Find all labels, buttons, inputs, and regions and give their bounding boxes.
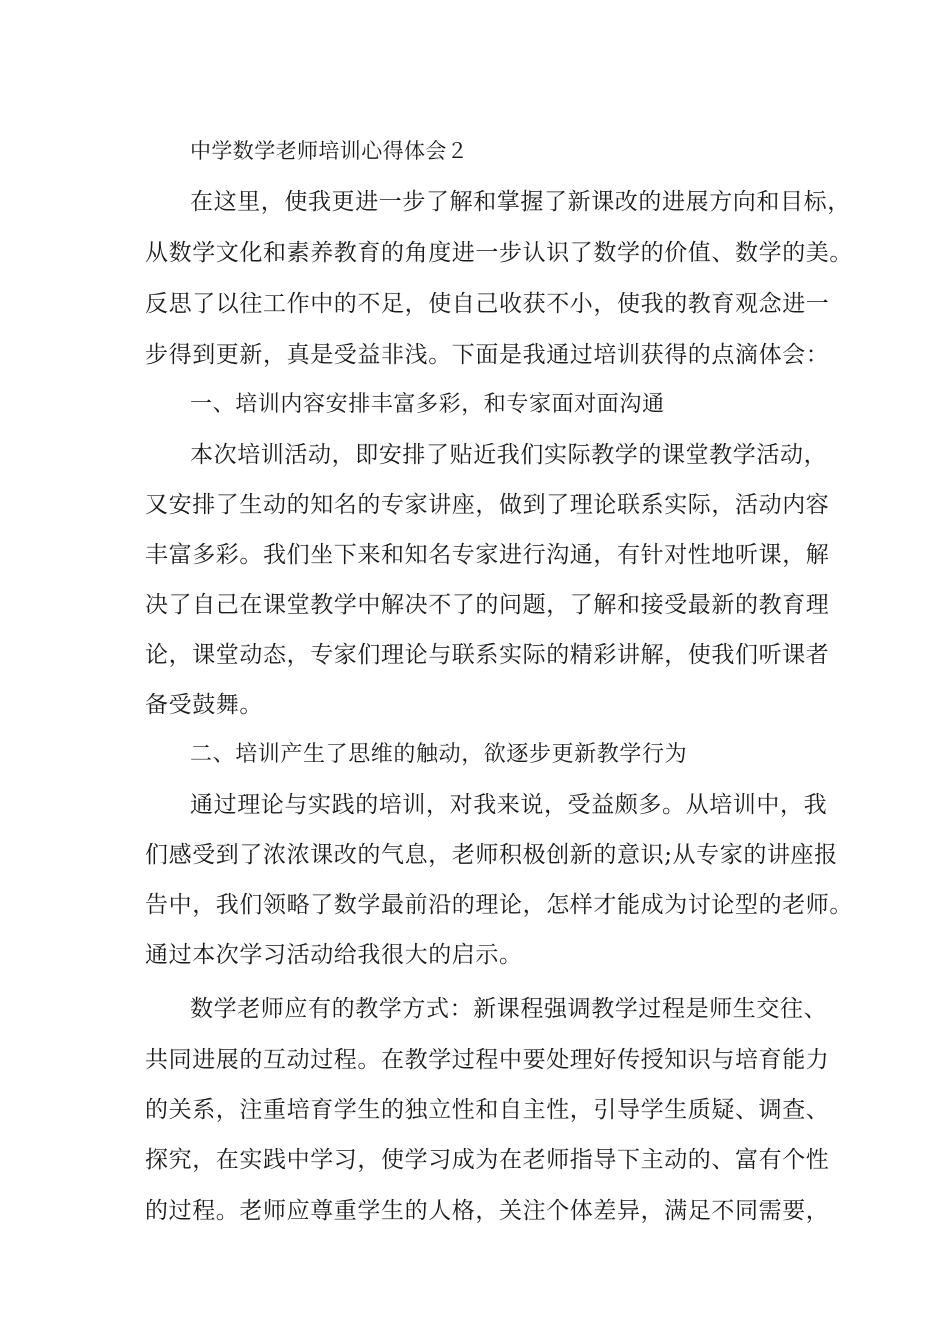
paragraph-line: 从数学文化和素养教育的角度进一步认识了数学的价值、数学的美。 xyxy=(145,240,853,266)
paragraph-line: 步得到更新，真是受益非浅。下面是我通过培训获得的点滴体会： xyxy=(145,342,830,368)
paragraph-line: 们感受到了浓浓课改的气息，老师积极创新的意识;从专家的讲座报 xyxy=(145,842,838,868)
paragraph-line: 又安排了生动的知名的专家讲座，做到了理论联系实际，活动内容 xyxy=(145,492,830,518)
paragraph-line: 在这里，使我更进一步了解和掌握了新课改的进展方向和目标， xyxy=(190,189,851,215)
document-title: 中学数学老师培训心得体会２ xyxy=(190,139,469,163)
paragraph-line: 的关系，注重培育学生的独立性和自主性，引导学生质疑、调查、 xyxy=(145,1097,830,1123)
paragraph-line: 告中，我们领略了数学最前沿的理论，怎样才能成为讨论型的老师。 xyxy=(145,892,853,918)
paragraph-line: 数学老师应有的教学方式：新课程强调教学过程是师生交往、 xyxy=(190,996,828,1022)
paragraph-line: 探究，在实践中学习，使学习成为在老师指导下主动的、富有个性 xyxy=(145,1147,830,1173)
paragraph-line: 丰富多彩。我们坐下来和知名专家进行沟通，有针对性地听课，解 xyxy=(145,542,830,568)
paragraph-line: 本次培训活动，即安排了贴近我们实际教学的课堂教学活动， xyxy=(190,442,828,468)
paragraph-line: 共同进展的互动过程。在教学过程中要处理好传授知识与培育能力 xyxy=(145,1047,830,1073)
paragraph-line: 决了自己在课堂教学中解决不了的问题，了解和接受最新的教育理 xyxy=(145,592,830,618)
paragraph-line: 备受鼓舞。 xyxy=(145,692,263,718)
paragraph-line: 论，课堂动态，专家们理论与联系实际的精彩讲解，使我们听课者 xyxy=(145,642,830,668)
paragraph-line: 通过理论与实践的培训，对我来说，受益颇多。从培训中，我 xyxy=(190,792,828,818)
paragraph-line: 反思了以往工作中的不足，使自己收获不小，使我的教育观念进一 xyxy=(145,291,830,317)
paragraph-line: 通过本次学习活动给我很大的启示。 xyxy=(145,942,523,968)
section-heading: 二、培训产生了思维的触动，欲逐步更新教学行为 xyxy=(190,742,688,767)
section-heading: 一、培训内容安排丰富多彩，和专家面对面沟通 xyxy=(190,392,665,417)
paragraph-line: 的过程。老师应尊重学生的人格，关注个体差异，满足不同需要， xyxy=(145,1198,830,1224)
